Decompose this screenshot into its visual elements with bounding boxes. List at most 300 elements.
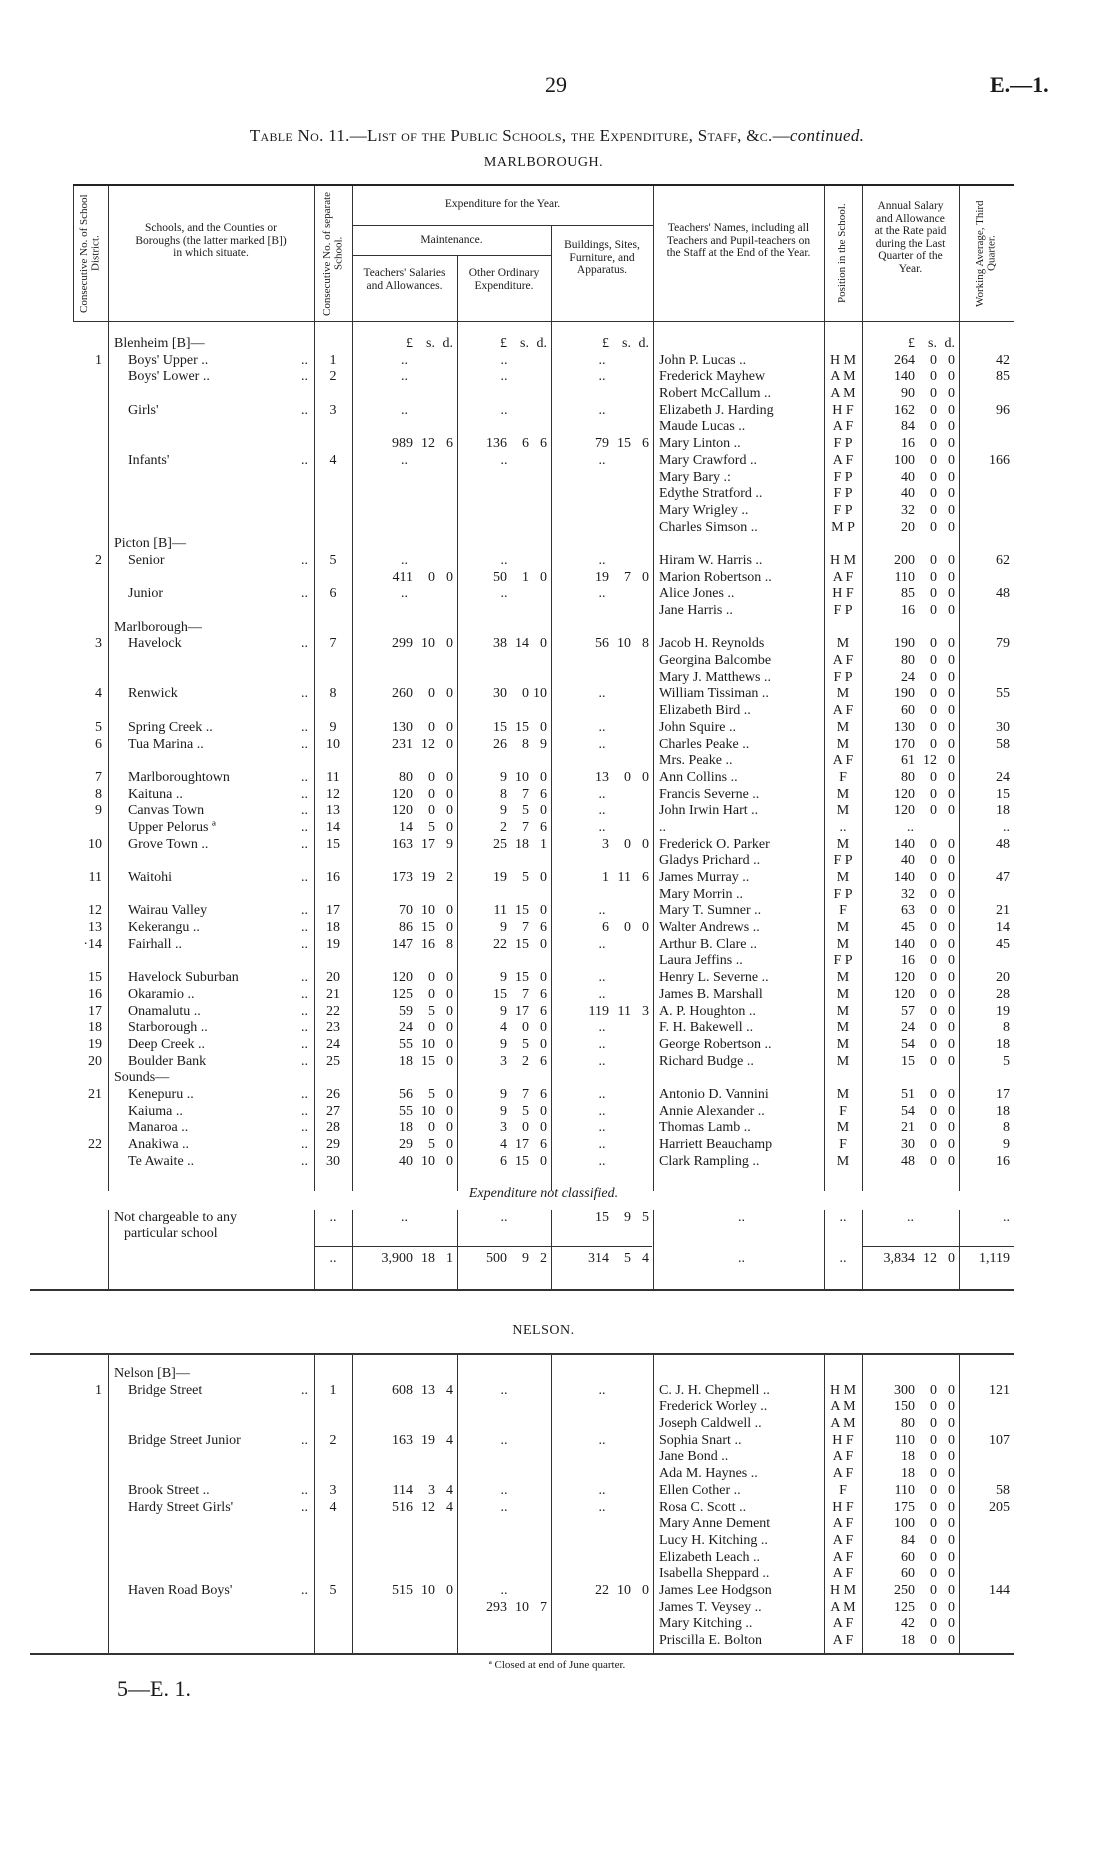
table-row [73, 820, 1014, 837]
teacher-name: Alice Jones .. [659, 586, 735, 602]
other-expenditure-pence: 9 [540, 736, 547, 752]
leader-dots: .. [301, 786, 308, 802]
teachers-salaries-shillings: 10 [421, 1036, 435, 1052]
school-name [108, 636, 314, 653]
annual-salary-pounds: 140 [894, 936, 915, 952]
total-teachers-salaries [352, 1251, 457, 1268]
teachers-salaries-pence: 4 [446, 1432, 453, 1448]
school-number: 1 [329, 352, 337, 368]
school-number: 23 [326, 1020, 340, 1036]
header-buildings: Buildings, Sites, Furniture, and Apparatus. [564, 239, 640, 276]
teacher-name: Jacob H. Reynolds [659, 636, 765, 652]
school-name-text: Kaituna .. [128, 786, 183, 802]
annual-salary-shillings: 0 [930, 1549, 937, 1565]
header-school: Schools, and the Counties or Boroughs (the latter marked [B]) in which situate. [135, 222, 287, 259]
table-row [73, 453, 1014, 470]
school-number: 22 [326, 1003, 340, 1019]
other-expenditure-pence: 0 [540, 803, 547, 819]
annual-salary [862, 753, 959, 770]
annual-salary-pence: 0 [948, 436, 955, 452]
teacher-position: F P [833, 953, 853, 969]
annual-salary-shillings: 0 [930, 1466, 937, 1482]
working-average: 18 [996, 803, 1010, 819]
teachers-salaries-pence: 0 [446, 719, 453, 735]
school-number: 13 [326, 803, 340, 819]
other-expenditure-shillings: 7 [522, 819, 529, 835]
teachers-salaries-shillings: 0 [428, 786, 435, 802]
annual-salary-shillings: 0 [930, 803, 937, 819]
teachers-salaries-shillings: 15 [421, 1053, 435, 1069]
other-expenditure-pence: 0 [540, 719, 547, 735]
school-name [108, 870, 314, 887]
annual-salary-pounds: 162 [894, 402, 915, 418]
buildings-expenditure-shillings: 10 [617, 636, 631, 652]
teacher-name: James B. Marshall [659, 986, 763, 1002]
other-expenditure-pounds: 136 [486, 436, 507, 452]
annual-salary [862, 853, 959, 870]
other-expenditure: .. [500, 1582, 508, 1598]
other-expenditure [457, 720, 551, 737]
teachers-salaries: .. [401, 1210, 408, 1225]
school-name-text: Boys' Upper .. [128, 352, 209, 368]
leader-dots: .. [301, 1120, 308, 1136]
annual-salary-shillings: 0 [930, 636, 937, 652]
leader-dots: .. [301, 936, 308, 952]
other-expenditure-pounds: 26 [493, 736, 507, 752]
annual-salary [862, 436, 959, 453]
other-expenditure [457, 770, 551, 787]
annual-salary [862, 353, 959, 370]
teacher-position: M [836, 736, 850, 752]
table-row [73, 737, 1014, 754]
school-name [108, 1120, 314, 1137]
table-row [73, 1566, 1014, 1583]
other-expenditure-pence: 1 [540, 836, 547, 852]
teacher-name: John P. Lucas .. [659, 352, 747, 368]
table-row [73, 336, 1014, 353]
working-average: 9 [1003, 1137, 1010, 1152]
annual-salary-shillings: 0 [930, 769, 937, 785]
table-row [73, 586, 1014, 603]
annual-salary-pence: 0 [948, 1416, 955, 1432]
teachers-salaries-shillings: 10 [421, 1153, 435, 1169]
annual-salary-shillings: 0 [930, 486, 937, 502]
buildings-expenditure-shillings: 10 [617, 1582, 631, 1598]
other-expenditure-shillings: 0 [522, 686, 529, 702]
teachers-salaries-pence: 4 [446, 1499, 453, 1515]
annual-salary-pence: 0 [948, 853, 955, 869]
annual-salary-pence: 0 [948, 1020, 955, 1036]
district-number: 17 [88, 1003, 102, 1019]
buildings-expenditure-pence: d. [638, 336, 649, 351]
buildings-expenditure: .. [598, 1103, 606, 1119]
annual-salary-pounds: 24 [901, 1020, 915, 1036]
annual-salary-pounds: 300 [894, 1382, 915, 1398]
school-name-text: Grove Town .. [128, 836, 209, 852]
annual-salary-pounds: 84 [901, 419, 915, 435]
locality-heading: Blenheim [B]— [114, 336, 205, 351]
other-expenditure-pounds: 15 [493, 719, 507, 735]
other-expenditure-pence: 6 [540, 436, 547, 452]
other-expenditure-pounds: 30 [493, 686, 507, 702]
teachers-salaries-pence: 0 [446, 1120, 453, 1136]
other-expenditure-shillings: 0 [522, 1120, 529, 1136]
buildings-expenditure-shillings: s. [622, 336, 631, 351]
annual-salary-pounds: 125 [894, 1599, 915, 1615]
annual-salary-pence: 0 [948, 1053, 955, 1069]
annual-salary-pence: 0 [948, 1036, 955, 1052]
district-number: 8 [95, 786, 102, 802]
teachers-salaries [352, 970, 457, 987]
leader-dots: .. [301, 1582, 308, 1598]
school-name [108, 1087, 314, 1104]
school-name-text: Manaroa .. [128, 1120, 189, 1136]
table-row [73, 486, 1014, 503]
school-name-text: Tua Marina .. [128, 736, 204, 752]
leader-dots: .. [301, 1482, 308, 1498]
total-other-expenditure-pence: 2 [540, 1250, 547, 1266]
total-buildings-expenditure-pence: 4 [642, 1250, 649, 1266]
other-expenditure-pounds: 19 [493, 870, 507, 885]
teachers-salaries-pence: 6 [446, 436, 453, 452]
buildings-expenditure-pounds: 19 [595, 569, 609, 585]
school-name-text: Haven Road Boys' [128, 1582, 233, 1598]
other-expenditure-shillings: 15 [515, 936, 529, 952]
teacher-position: H M [829, 552, 857, 568]
buildings-expenditure: .. [598, 352, 606, 368]
annual-salary: .. [907, 1210, 914, 1225]
table-row [73, 1583, 1014, 1600]
annual-salary-shillings: 0 [930, 452, 937, 468]
teacher-position: F [839, 1482, 847, 1498]
annual-salary-pence: 0 [948, 386, 955, 402]
buildings-expenditure [551, 1004, 653, 1021]
other-expenditure-shillings: 8 [522, 736, 529, 752]
teacher-name: Robert McCallum .. [659, 386, 771, 402]
other-expenditure [457, 1154, 551, 1171]
other-expenditure [457, 1004, 551, 1021]
annual-salary [862, 470, 959, 487]
unclassified-school-label [108, 1210, 314, 1241]
annual-salary-pence: 0 [948, 603, 955, 618]
annual-salary-pence: 0 [948, 419, 955, 435]
annual-salary-pence: 0 [948, 1086, 955, 1102]
table-row [73, 653, 1014, 670]
working-average: 8 [1003, 1020, 1010, 1036]
annual-salary-shillings: 0 [930, 386, 937, 402]
table-row [73, 870, 1014, 887]
buildings-expenditure-pounds: 22 [595, 1582, 609, 1598]
teacher-name: Harriett Beauchamp [659, 1137, 773, 1152]
teacher-name: James T. Veysey .. [659, 1599, 762, 1615]
table-row [73, 1037, 1014, 1054]
school-name [108, 920, 314, 937]
annual-salary-pounds: 130 [894, 719, 915, 735]
annual-salary: .. [907, 819, 914, 835]
annual-salary-shillings: 0 [930, 419, 937, 435]
table-row [73, 603, 1014, 620]
other-expenditure [457, 636, 551, 653]
teacher-name: Charles Simson .. [659, 519, 758, 535]
title-main: Table No. 11.—List of the Public Schools, the Expenditure, Staff, &c.— [249, 126, 790, 145]
teachers-salaries-shillings: 10 [421, 903, 435, 919]
annual-salary-shillings: s. [928, 336, 937, 351]
teacher-position: M [836, 719, 850, 735]
annual-salary-shillings: 0 [930, 1416, 937, 1432]
teacher-name: Georgina Balcombe [659, 653, 772, 669]
teacher-position: M [836, 836, 850, 852]
teacher-name: Mary Crawford .. [659, 452, 757, 468]
locality-heading: Picton [B]— [114, 536, 186, 552]
total-other-expenditure [457, 1251, 551, 1268]
working-average: 58 [996, 736, 1010, 752]
annual-salary-pence: 0 [948, 669, 955, 685]
teacher-name: Frederick O. Parker [659, 836, 770, 852]
teacher-position: F P [833, 886, 853, 902]
table-row [73, 419, 1014, 436]
buildings-expenditure-pounds: 3 [602, 836, 609, 852]
annual-salary [862, 653, 959, 670]
annual-salary [862, 670, 959, 687]
annual-salary-pence: 0 [948, 502, 955, 518]
total-other-expenditure-pounds: 500 [486, 1250, 507, 1266]
annual-salary-shillings: 0 [930, 886, 937, 902]
table-row [73, 1383, 1014, 1400]
other-expenditure: .. [500, 552, 508, 568]
teachers-salaries [352, 987, 457, 1004]
school-name [108, 720, 314, 737]
table-row [73, 1433, 1014, 1450]
buildings-expenditure: .. [598, 1432, 606, 1448]
annual-salary [862, 636, 959, 653]
buildings-expenditure: .. [598, 719, 606, 735]
other-expenditure-pounds: 4 [500, 1137, 507, 1152]
table-row [73, 570, 1014, 587]
other-expenditure [457, 820, 551, 837]
table-row [73, 703, 1014, 720]
buildings-expenditure: .. [598, 736, 606, 752]
other-expenditure-pence: 6 [540, 1003, 547, 1019]
other-expenditure-pounds: 38 [493, 636, 507, 652]
district-number: 3 [95, 636, 102, 652]
leader-dots: .. [301, 369, 308, 385]
school-name [108, 453, 314, 470]
annual-salary-pounds: 18 [901, 1449, 915, 1465]
other-expenditure-shillings: 5 [522, 870, 529, 885]
teachers-salaries-pence: 0 [446, 986, 453, 1002]
annual-salary-pence: 0 [948, 469, 955, 485]
teacher-name: William Tissiman .. [659, 686, 769, 702]
annual-salary-shillings: 0 [930, 1566, 937, 1582]
teachers-salaries: .. [401, 369, 408, 385]
annual-salary-shillings: 0 [930, 352, 937, 368]
buildings-expenditure: .. [598, 586, 606, 602]
school-number: 21 [326, 986, 340, 1002]
annual-salary [862, 803, 959, 820]
school-name-text: Canvas Town [128, 803, 205, 819]
school-name-text: Deep Creek .. [128, 1036, 205, 1052]
teacher-position: A F [832, 1566, 854, 1582]
other-expenditure-pounds: 3 [500, 1053, 507, 1069]
teachers-salaries [352, 837, 457, 854]
other-expenditure-pounds: 6 [500, 1153, 507, 1169]
teachers-salaries-shillings: 0 [428, 986, 435, 1002]
table-row [73, 887, 1014, 904]
teacher-position: A F [832, 703, 854, 719]
annual-salary [862, 787, 959, 804]
annual-salary-shillings: 0 [930, 552, 937, 568]
other-expenditure-shillings: 15 [515, 1153, 529, 1169]
teacher-position: A F [832, 1466, 854, 1482]
school-name-text: Upper Pelorus ª [128, 819, 216, 835]
teacher-position: A M [830, 369, 856, 385]
buildings-expenditure-pence: 6 [642, 436, 649, 452]
other-expenditure-pence: 0 [540, 769, 547, 785]
school-number: 9 [329, 719, 337, 735]
school-number: 30 [326, 1153, 340, 1169]
annual-salary-pence: 0 [948, 786, 955, 802]
buildings-expenditure-pounds: 79 [595, 436, 609, 452]
annual-salary [862, 686, 959, 703]
district-number: 21 [88, 1086, 102, 1102]
teacher-position: M [836, 970, 850, 986]
other-expenditure-pence: 0 [540, 1103, 547, 1119]
annual-salary [862, 1583, 959, 1600]
school-name-text: Kekerangu .. [128, 920, 200, 936]
annual-salary [862, 720, 959, 737]
other-expenditure-shillings: 15 [515, 719, 529, 735]
working-average: 18 [996, 1103, 1010, 1119]
teacher-position: A F [832, 753, 854, 769]
annual-salary-pence: 0 [948, 1566, 955, 1582]
leader-dots: .. [301, 352, 308, 368]
school-number: 10 [326, 736, 340, 752]
annual-salary-pence: 0 [948, 486, 955, 502]
annual-salary-pounds: 100 [894, 452, 915, 468]
school-number: 17 [326, 903, 340, 919]
other-expenditure [457, 737, 551, 754]
teachers-salaries-shillings: 16 [421, 936, 435, 952]
teachers-salaries-pence: 0 [446, 736, 453, 752]
annual-salary-pounds: 40 [901, 486, 915, 502]
working-average: 79 [996, 636, 1010, 652]
other-expenditure-pounds: 9 [500, 1086, 507, 1102]
table-row [73, 920, 1014, 937]
annual-salary-pounds: 170 [894, 736, 915, 752]
other-expenditure-shillings: 0 [522, 1020, 529, 1036]
header-salary: Annual Salary and Allowance at the Rate paid during the Last Quarter of the Year. [874, 200, 947, 275]
annual-salary-pence: 0 [948, 1382, 955, 1398]
district-number: 13 [88, 920, 102, 936]
table-row [73, 853, 1014, 870]
teacher-position: H F [832, 1499, 854, 1515]
annual-salary-shillings: 0 [930, 469, 937, 485]
working-average: 19 [996, 1003, 1010, 1019]
teachers-salaries-pence: 0 [446, 903, 453, 919]
annual-salary-pounds: 60 [901, 703, 915, 719]
annual-salary-pounds: 175 [894, 1499, 915, 1515]
annual-salary-shillings: 0 [930, 1516, 937, 1532]
school-name [108, 553, 314, 570]
annual-salary-shillings: 0 [930, 1616, 937, 1632]
teachers-salaries-pounds: 70 [399, 903, 413, 919]
annual-salary [862, 937, 959, 954]
annual-salary [862, 603, 959, 620]
leader-dots: .. [301, 686, 308, 702]
annual-salary-pounds: 18 [901, 1633, 915, 1648]
school-name-text: Starborough .. [128, 1020, 208, 1036]
district-number: ·14 [83, 936, 102, 952]
table-header [73, 184, 1014, 322]
table-row [73, 987, 1014, 1004]
teacher-name: Hiram W. Harris .. [659, 552, 763, 568]
buildings-expenditure-pounds: 119 [588, 1003, 609, 1019]
other-expenditure: .. [500, 369, 508, 385]
working-average: 20 [996, 970, 1010, 986]
teachers-salaries-pence: 4 [446, 1482, 453, 1498]
teacher-position: M [836, 786, 850, 802]
other-expenditure: .. [500, 1382, 508, 1398]
teachers-salaries-shillings: s. [426, 336, 435, 351]
header-other-expenditure: Other Ordinary Expenditure. [468, 267, 540, 292]
teacher-position: M [836, 870, 850, 885]
school-name-text: Spring Creek .. [128, 719, 213, 735]
teacher-position: A M [830, 1416, 856, 1432]
buildings-expenditure-shillings: 15 [617, 436, 631, 452]
annual-salary-shillings: 0 [930, 920, 937, 936]
annual-salary-shillings: 0 [930, 669, 937, 685]
teacher-position: A M [830, 1599, 856, 1615]
teacher-position: A F [832, 1616, 854, 1632]
school-name-text: Hardy Street Girls' [128, 1499, 234, 1515]
annual-salary-pence: 0 [948, 653, 955, 669]
leader-dots: .. [301, 552, 308, 568]
teachers-salaries-pence: 0 [446, 769, 453, 785]
annual-salary-pounds: 60 [901, 1566, 915, 1582]
school-name [108, 1154, 314, 1171]
school-name-text: Te Awaite .. [128, 1153, 195, 1169]
annual-salary [862, 1054, 959, 1071]
school-name-text: Havelock Suburban [128, 970, 239, 986]
annual-salary [862, 419, 959, 436]
annual-salary-shillings: 0 [930, 853, 937, 869]
teachers-salaries-pounds: 18 [399, 1120, 413, 1136]
table-row [73, 1416, 1014, 1433]
other-expenditure-shillings: 7 [522, 1086, 529, 1102]
teachers-salaries [352, 787, 457, 804]
other-expenditure: .. [500, 1432, 508, 1448]
leader-dots: .. [301, 1153, 308, 1169]
teachers-salaries-shillings: 0 [428, 803, 435, 819]
total-working-average: 1,119 [979, 1250, 1010, 1266]
teacher-name: Arthur B. Clare .. [659, 936, 757, 952]
other-expenditure-shillings: 5 [522, 1103, 529, 1119]
teacher-name: Marion Robertson .. [659, 569, 772, 585]
annual-salary-pounds: 18 [901, 1466, 915, 1482]
teacher-name: Edythe Stratford .. [659, 486, 763, 502]
buildings-expenditure-pence: 8 [642, 636, 649, 652]
teacher-name: Mary Anne Dement [659, 1516, 771, 1532]
annual-salary [862, 1433, 959, 1450]
annual-salary [862, 953, 959, 970]
teacher-position: M [836, 1053, 850, 1069]
annual-salary-pence: 0 [948, 1549, 955, 1565]
school-number: 19 [326, 936, 340, 952]
teachers-salaries-pounds: 55 [399, 1103, 413, 1119]
teacher-position: M [836, 986, 850, 1002]
school-name [108, 1054, 314, 1071]
teacher-name: F. H. Bakewell .. [659, 1020, 754, 1036]
